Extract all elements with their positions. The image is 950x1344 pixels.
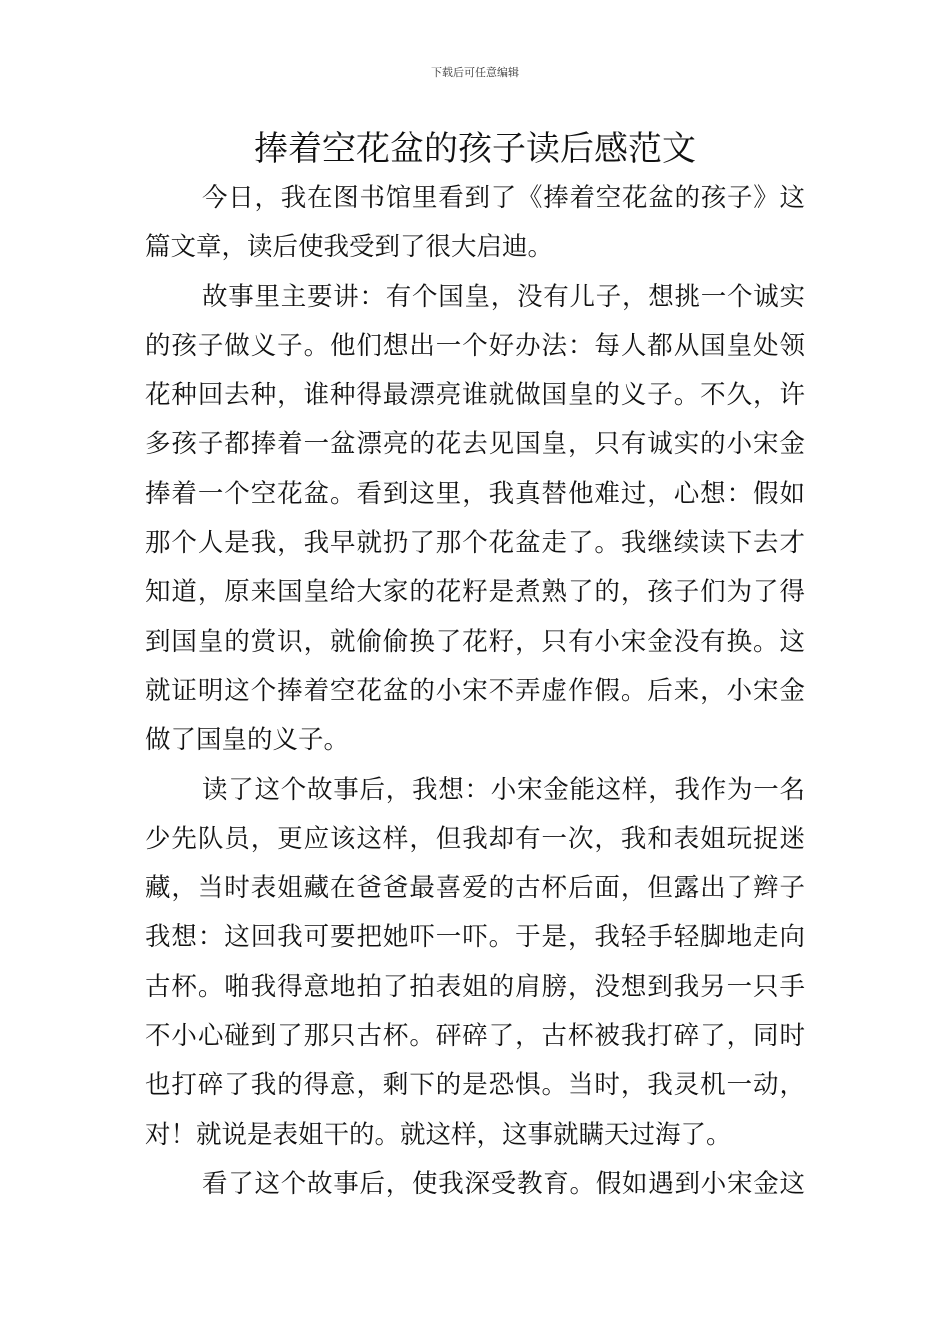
paragraph-line: 知道，原来国皇给大家的花籽是煮熟了的，孩子们为了得 [145, 577, 805, 608]
paragraph-line: 藏，当时表姐藏在爸爸最喜爱的古杯后面，但露出了辫子 [145, 873, 805, 904]
document-body [145, 174, 805, 1209]
paragraph-line: 捧着一个空花盆。看到这里，我真替他难过，心想：假如 [145, 478, 805, 509]
paragraph-line: 到国皇的赏识，就偷偷换了花籽，只有小宋金没有换。这 [145, 626, 805, 657]
paragraph-line: 古杯。啪我得意地拍了拍表姐的肩膀，没想到我另一只手 [145, 971, 805, 1002]
paragraph-line: 读了这个故事后，我想：小宋金能这样，我作为一名 [202, 774, 805, 805]
paragraph-2 [145, 273, 805, 766]
paragraph-line: 多孩子都捧着一盆漂亮的花去见国皇，只有诚实的小宋金 [145, 429, 805, 460]
paragraph-3 [145, 766, 805, 1160]
paragraph-line: 花种回去种，谁种得最漂亮谁就做国皇的义子。不久，许 [145, 380, 805, 411]
paragraph-line: 篇文章，读后使我受到了很大启迪。 [145, 232, 554, 263]
paragraph-4 [145, 1160, 805, 1209]
paragraph-line: 也打碎了我的得意，剩下的是恐惧。当时，我灵机一动， [145, 1070, 805, 1101]
paragraph-1 [145, 174, 805, 273]
paragraph-line: 就证明这个捧着空花盆的小宋不弄虚作假。后来，小宋金 [145, 675, 805, 706]
paragraph-line: 那个人是我，我早就扔了那个花盆走了。我继续读下去才 [145, 528, 805, 559]
paragraph-line: 看了这个故事后，使我深受教育。假如遇到小宋金这 [202, 1168, 805, 1199]
paragraph-line: 做了国皇的义子。 [145, 725, 350, 756]
paragraph-line: 少先队员，更应该这样，但我却有一次，我和表姐玩捉迷 [145, 823, 805, 854]
document-title: 捧着空花盆的孩子读后感范文 [254, 129, 696, 169]
paragraph-line: 今日，我在图书馆里看到了《捧着空花盆的孩子》这 [202, 183, 805, 213]
header-note: 下载后可任意编辑 [431, 66, 519, 79]
paragraph-line: 对！就说是表姐干的。就这样，这事就瞒天过海了。 [145, 1119, 732, 1150]
paragraph-line: 的孩子做义子。他们想出一个好办法：每人都从国皇处领 [145, 330, 805, 361]
paragraph-line: 我想：这回我可要把她吓一吓。于是，我轻手轻脚地走向 [145, 922, 805, 953]
paragraph-line: 故事里主要讲：有个国皇，没有儿子，想挑一个诚实 [202, 281, 805, 312]
paragraph-line: 不小心碰到了那只古杯。砰碎了，古杯被我打碎了，同时 [145, 1021, 805, 1052]
